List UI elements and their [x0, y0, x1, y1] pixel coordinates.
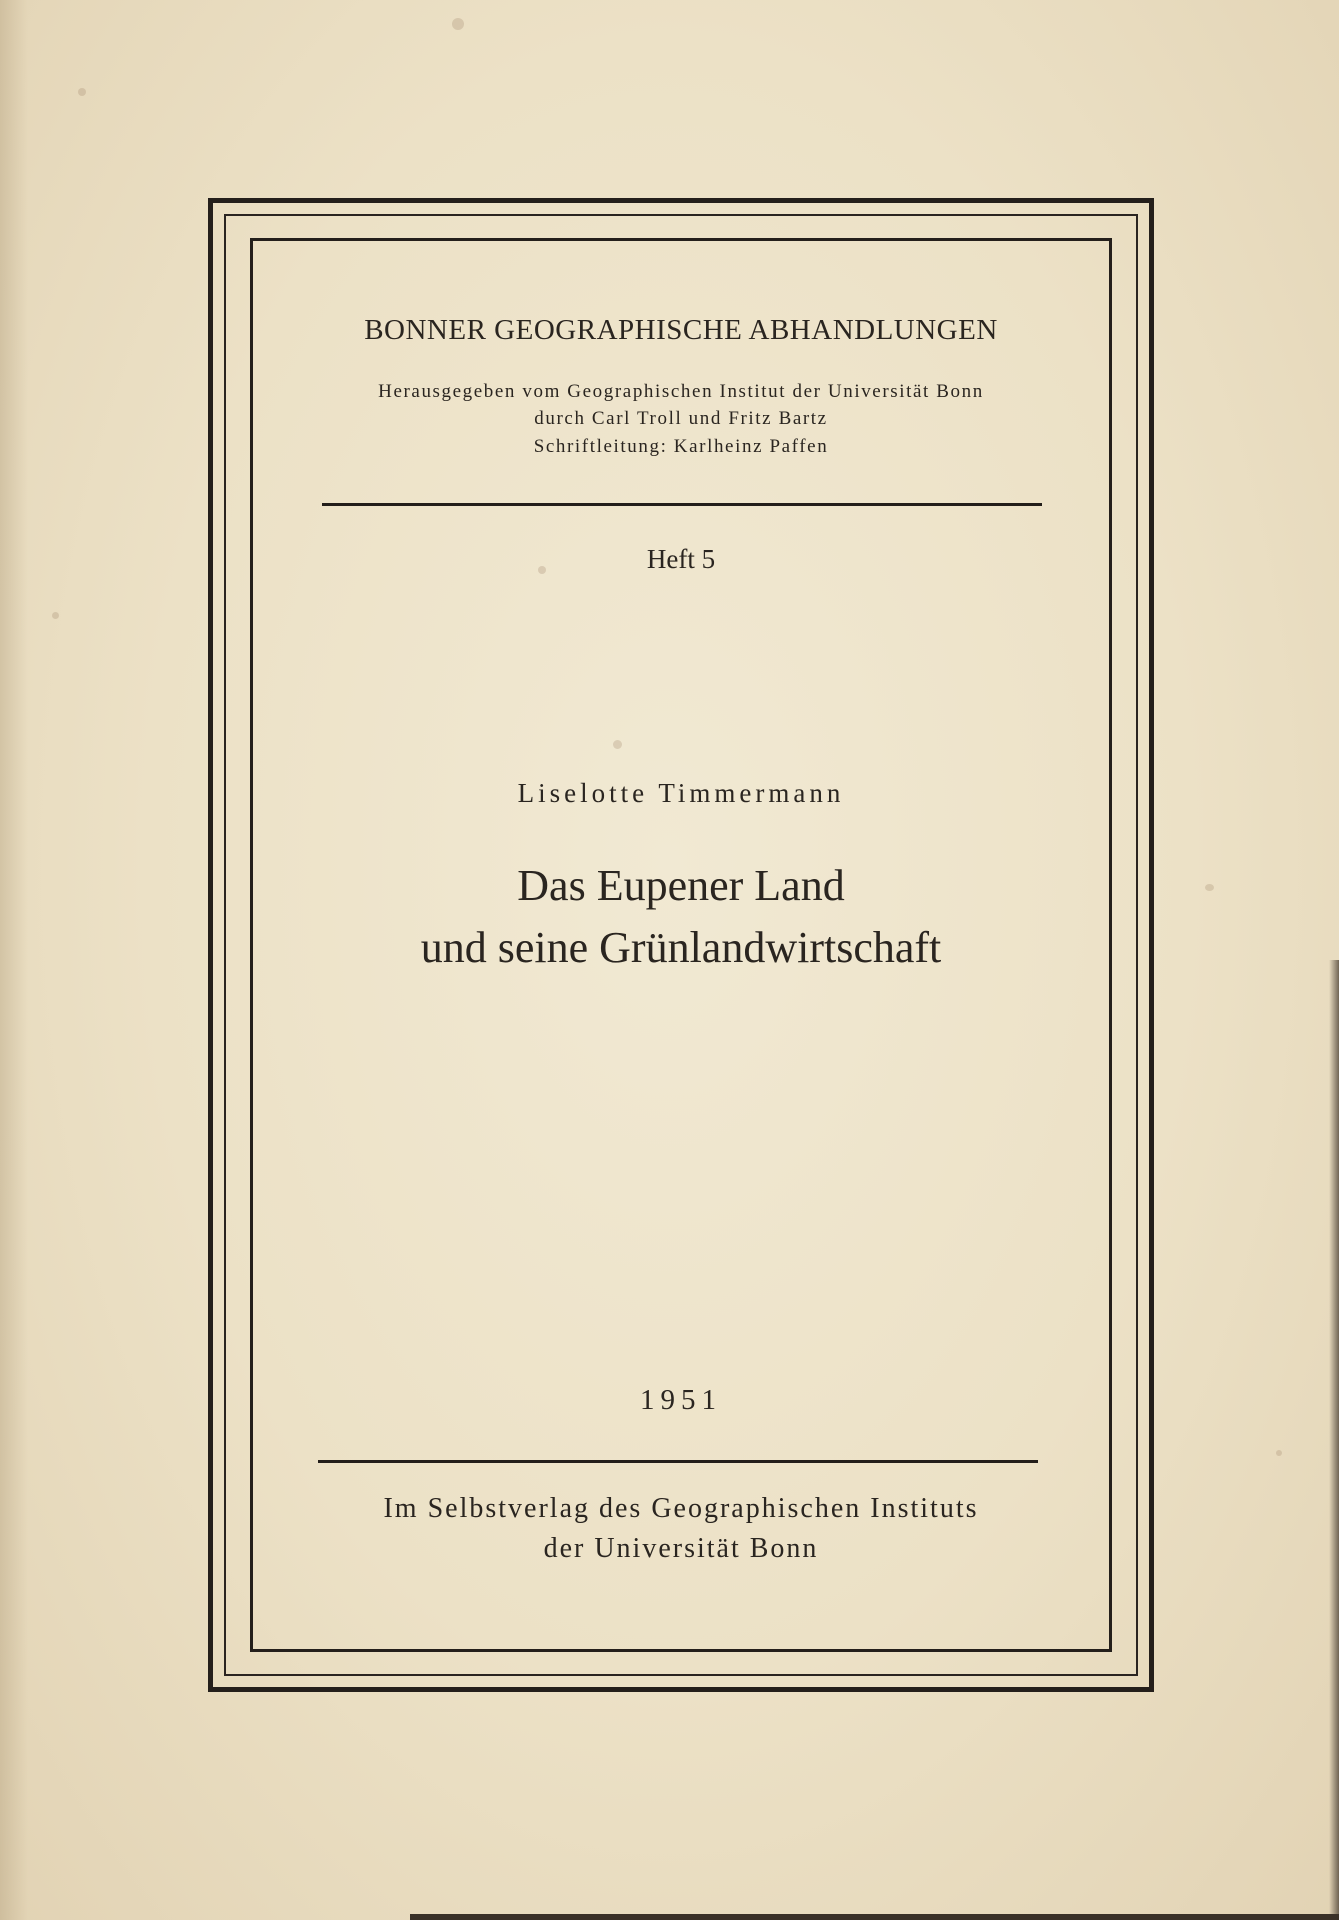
editors-line: durch Carl Troll und Fritz Bartz — [534, 408, 828, 429]
spine-shadow — [0, 0, 28, 1920]
page-edge-shadow — [1329, 960, 1339, 1920]
editors-line: Schriftleitung: Karlheinz Paffen — [533, 436, 829, 457]
series-title: BONNER GEOGRAPHISCHE ABHANDLUNGEN — [364, 314, 998, 346]
paper-spot — [452, 18, 464, 30]
publisher-line: der Universität Bonn — [543, 1533, 819, 1564]
paper-spot — [1205, 884, 1214, 891]
book-title: Das Eupener Land — [517, 861, 845, 910]
paper-spot — [1276, 1450, 1282, 1456]
editors-line: Herausgegeben vom Geographischen Institut der Universität Bonn — [378, 381, 984, 402]
paper-spot — [78, 88, 86, 96]
divider-rule — [322, 503, 1042, 506]
publication-year: 1951 — [640, 1384, 722, 1416]
paper-spot — [52, 612, 59, 619]
issue-number: Heft 5 — [646, 544, 716, 574]
author-name: Liselotte Timmermann — [517, 778, 845, 808]
book-subtitle: und seine Grünlandwirtschaft — [420, 923, 942, 972]
publisher-line: Im Selbstverlag des Geographischen Instituts — [383, 1493, 979, 1524]
divider-rule — [318, 1460, 1038, 1463]
cover-content — [250, 238, 1112, 1652]
page-bottom-edge — [410, 1914, 1339, 1920]
